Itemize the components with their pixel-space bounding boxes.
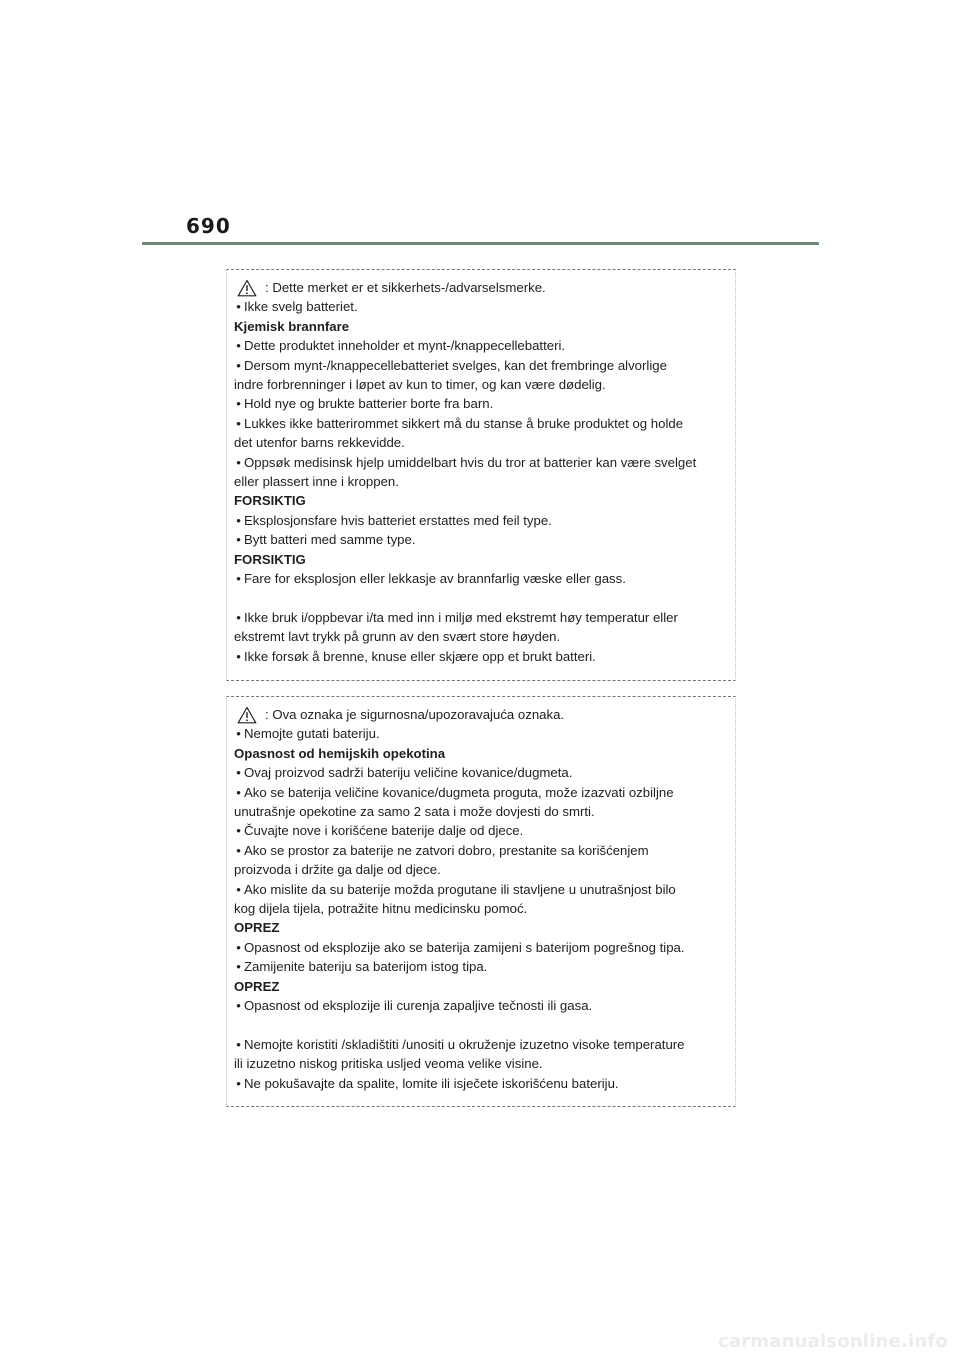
warning-line — [234, 724, 727, 743]
warning-intro-text: : Ova oznaka je sigurnosna/upozoravajuća oznaka. — [265, 707, 565, 722]
warning-line — [234, 530, 727, 549]
warning-line-continuation: kog dijela tijela, potražite hitnu medicinsku pomoć. — [234, 901, 528, 917]
bullet-glyph: • — [236, 939, 241, 955]
warning-line — [234, 608, 727, 627]
bullet-glyph: • — [236, 823, 241, 839]
warning-line — [234, 336, 727, 355]
bullet-glyph: • — [236, 512, 241, 528]
warning-line-text: Bytt batteri med samme type. — [244, 532, 416, 548]
warning-line-text: Ikke svelg batteriet. — [244, 299, 358, 315]
warning-line-continuation: unutrašnje opekotine za samo 2 sata i može dovjesti do smrti. — [234, 804, 595, 820]
warning-line-text: Ako se prostor za baterije ne zatvori dobro, prestanite sa korišćenjem — [244, 842, 649, 858]
warning-box-croatian — [226, 696, 736, 1107]
bullet-glyph: • — [236, 1075, 241, 1091]
warning-line — [234, 414, 727, 433]
bullet-glyph: • — [236, 609, 241, 625]
page-number: 690 — [186, 214, 231, 238]
warning-line-text: Opasnost od eksplozije ili curenja zapaljive tečnosti ili gasa. — [244, 998, 593, 1014]
warning-intro-text: : Dette merket er et sikkerhets-/advarselsmerke. — [265, 280, 546, 295]
warning-heading: FORSIKTIG — [234, 493, 306, 509]
bullet-glyph: • — [236, 338, 241, 354]
bullet-glyph: • — [236, 415, 241, 431]
warning-line — [234, 511, 727, 530]
warning-intro-row — [234, 705, 727, 724]
warning-line — [234, 569, 727, 588]
bullet-glyph: • — [236, 532, 241, 548]
header-rule — [142, 242, 819, 245]
warning-line-text: Čuvajte nove i korišćene baterije dalje od djece. — [244, 823, 524, 839]
bullet-glyph: • — [236, 765, 241, 781]
warning-line-text: Oppsøk medisinsk hjelp umiddelbart hvis du tror at batterier kan være svelget — [244, 454, 697, 470]
warning-line-text: Hold nye og brukte batterier borte fra barn. — [244, 396, 494, 412]
bullet-glyph: • — [236, 1036, 241, 1052]
warning-line — [234, 763, 727, 782]
warning-intro-row — [234, 278, 727, 297]
warning-line — [234, 1035, 727, 1054]
warning-line-text: Fare for eksplosjon eller lekkasje av brannfarlig væske eller gass. — [244, 571, 626, 587]
warning-line-text: Dersom mynt-/knappecellebatteriet svelges, kan det frembringe alvorlige — [244, 357, 667, 373]
warning-line-text: Zamijenite bateriju sa baterijom istog tipa. — [244, 959, 488, 975]
warning-line-text: Eksplosjonsfare hvis batteriet erstattes med feil type. — [244, 512, 552, 528]
warning-line — [234, 647, 727, 666]
bullet-glyph: • — [236, 648, 241, 664]
warning-line-continuation: ili izuzetno niskog pritiska usljed veoma velike visine. — [234, 1056, 543, 1072]
warning-line — [234, 957, 727, 976]
warning-line-text: Ne pokušavajte da spalite, lomite ili isječete iskorišćenu bateriju. — [244, 1075, 619, 1091]
warning-line-text: Ikke bruk i/oppbevar i/ta med inn i miljø med ekstremt høy temperatur eller — [244, 609, 678, 625]
bullet-glyph: • — [236, 998, 241, 1014]
warning-line — [234, 996, 727, 1015]
warning-line-continuation: eller plassert inne i kroppen. — [234, 474, 399, 490]
warning-heading: Opasnost od hemijskih opekotina — [234, 745, 446, 761]
warning-line — [234, 356, 727, 375]
warning-line — [234, 783, 727, 802]
bullet-glyph: • — [236, 299, 241, 315]
warning-line-text: Ako mislite da su baterije možda progutane ili stavljene u unutrašnjost bilo — [244, 881, 676, 897]
bullet-glyph: • — [236, 726, 241, 742]
warning-line-continuation: indre forbrenninger i løpet av kun to timer, og kan være dødelig. — [234, 377, 606, 393]
warning-line-continuation: ekstremt lavt trykk på grunn av den svært store høyden. — [234, 629, 561, 645]
watermark: carmanualsonline.info — [717, 1331, 948, 1352]
warning-line-text: Opasnost od eksplozije ako se baterija zamijeni s baterijom pogrešnog tipa. — [244, 939, 685, 955]
warning-line-continuation: proizvoda i držite ga dalje od djece. — [234, 862, 441, 878]
blank-line — [234, 589, 727, 608]
warning-line — [234, 453, 727, 472]
warning-line-text: Ovaj proizvod sadrži bateriju veličine kovanice/dugmeta. — [244, 765, 573, 781]
warning-box-norwegian — [226, 269, 736, 681]
warning-line-text: Dette produktet inneholder et mynt-/knappecellebatteri. — [244, 338, 566, 354]
warning-line — [234, 880, 727, 899]
warning-line-text: Nemojte koristiti /skladištiti /unositi u okruženje izuzetno visoke temperature — [244, 1036, 685, 1052]
warning-line — [234, 821, 727, 840]
bullet-glyph: • — [236, 784, 241, 800]
bullet-glyph: • — [236, 881, 241, 897]
warning-line — [234, 394, 727, 413]
warning-line-text: Ikke forsøk å brenne, knuse eller skjære opp et brukt batteri. — [244, 648, 596, 664]
warning-triangle-icon — [237, 279, 257, 297]
warning-heading: FORSIKTIG — [234, 551, 306, 567]
warning-line — [234, 1074, 727, 1093]
bullet-glyph: • — [236, 959, 241, 975]
warning-line — [234, 938, 727, 957]
warning-line — [234, 841, 727, 860]
bullet-glyph: • — [236, 842, 241, 858]
bullet-glyph: • — [236, 357, 241, 373]
warning-heading: OPREZ — [234, 978, 280, 994]
warning-line — [234, 297, 727, 316]
warning-heading: Kjemisk brannfare — [234, 318, 350, 334]
bullet-glyph: • — [236, 454, 241, 470]
warning-line-continuation: det utenfor barns rekkevidde. — [234, 435, 405, 451]
bullet-glyph: • — [236, 571, 241, 587]
warning-triangle-icon — [237, 706, 257, 724]
warning-line-text: Nemojte gutati bateriju. — [244, 726, 380, 742]
warning-line-text: Ako se baterija veličine kovanice/dugmeta proguta, može izazvati ozbiljne — [244, 784, 674, 800]
warning-line-text: Lukkes ikke batterirommet sikkert må du stanse å bruke produktet og holde — [244, 415, 684, 431]
blank-line — [234, 1016, 727, 1035]
bullet-glyph: • — [236, 396, 241, 412]
warning-heading: OPREZ — [234, 920, 280, 936]
